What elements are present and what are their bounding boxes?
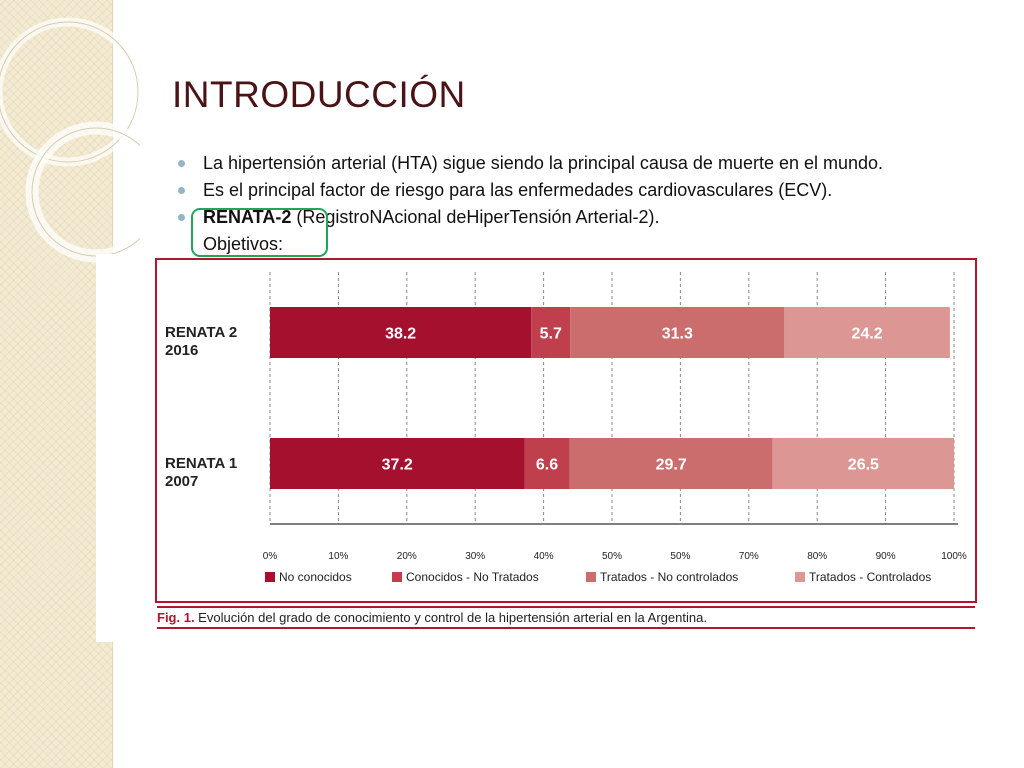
data-label: 6.6 [535,456,559,474]
x-tick-label: 90% [875,551,896,562]
data-label: 38.2 [385,325,417,343]
bullet-item: Es el principal factor de riesgo para las enfermedades cardiovasculares (ECV). [176,177,883,204]
highlight-annotation-box [191,208,328,257]
renata-bold-label: RENATA-2 [203,207,292,227]
legend-swatch [795,572,805,582]
x-tick-label: 50% [601,551,623,562]
x-tick-label: 20% [396,551,417,562]
legend-label: Tratados - No controlados [600,570,739,584]
data-label: 31.3 [661,325,693,343]
legend-swatch [392,572,402,582]
caption-rule-bottom [157,627,975,629]
x-tick-label: 80% [807,551,828,562]
data-label: 5.7 [539,325,562,343]
figure-background [96,254,156,642]
legend-swatch [265,572,275,582]
stacked-bar-chart [155,258,977,603]
x-tick-label: 30% [465,551,486,562]
caption-rule-top [157,606,975,608]
slide-title: INTRODUCCIÓN [172,74,466,115]
figure-caption [157,610,707,625]
data-label: 37.2 [381,456,413,474]
data-label: 26.5 [847,456,879,474]
x-tick-label: 40% [533,551,554,562]
renata-description: (RegistroNAcional deHiperTensión Arterial-2). [291,207,660,227]
x-tick-label: 0% [262,551,278,562]
legend-label: Tratados - Controlados [809,570,932,584]
x-tick-label: 70% [738,551,759,562]
legend-label: Conocidos - No Tratados [406,570,539,584]
bullet-item: La hipertensión arterial (HTA) sigue siendo la principal causa de muerte en el mundo. [176,150,883,177]
x-tick-label: 50% [670,551,691,562]
category-label: RENATA 2 [165,324,238,341]
category-label: 2016 [165,342,199,359]
legend-label: No conocidos [279,570,352,584]
x-tick-label: 100% [941,551,967,562]
legend-swatch [586,572,596,582]
data-label: 24.2 [851,325,883,343]
data-label: 29.7 [655,456,687,474]
figure-caption-text: Evolución del grado de conocimiento y control de la hipertensión arterial en la Argentina. [194,610,707,625]
objetivos-label: Objetivos: [203,234,284,254]
figure-caption-label: Fig. 1. [157,610,195,625]
category-label: RENATA 1 [165,455,238,472]
category-label: 2007 [165,473,199,490]
x-tick-label: 10% [328,551,349,562]
